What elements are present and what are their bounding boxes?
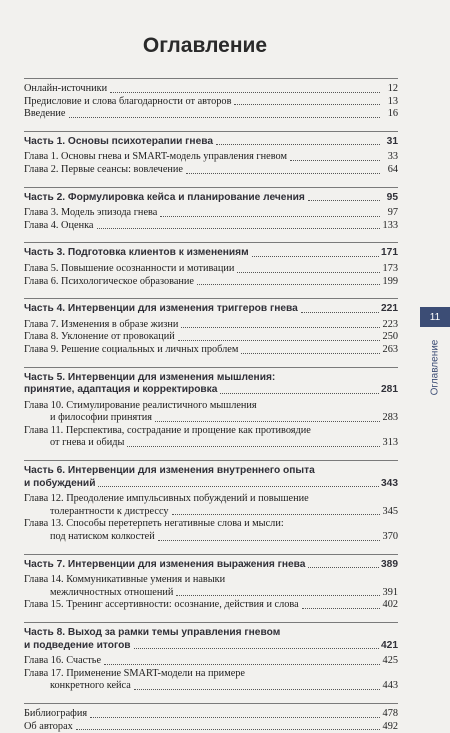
toc-chapter [24, 164, 398, 177]
toc-part-heading [24, 372, 398, 385]
dot-leader [308, 200, 380, 201]
toc-chapter-page: 64 [387, 163, 398, 175]
toc-chapter [24, 680, 398, 693]
toc-part-heading-page: 389 [381, 558, 398, 570]
dot-leader [178, 340, 380, 341]
dot-leader [158, 540, 380, 541]
table-of-contents [24, 78, 398, 733]
toc-part-heading-title: и побуждений [24, 477, 96, 489]
side-section-label: Оглавление [429, 339, 441, 395]
toc-entry-page: 492 [382, 720, 398, 732]
toc-chapter [24, 220, 398, 233]
toc-chapter-title: Глава 12. Преодоление импульсивных побуждений и повышение [24, 493, 309, 505]
toc-entry-title: Об авторах [24, 720, 73, 732]
toc-entry-page: 13 [387, 95, 398, 107]
toc-chapter-page: 425 [382, 655, 398, 667]
toc-chapter-title: Глава 4. Оценка [24, 219, 94, 231]
toc-chapter [24, 437, 398, 450]
side-section-label-wrap [420, 332, 450, 402]
toc-chapter [24, 344, 398, 357]
toc-part-heading-page: 421 [381, 639, 398, 651]
toc-chapter-page: 402 [382, 599, 398, 611]
toc-chapter-page: 391 [382, 586, 398, 598]
toc-part-heading-title: и подведение итогов [24, 639, 131, 651]
front-matter [24, 78, 398, 121]
dot-leader [252, 256, 379, 257]
toc-chapter-page: 173 [382, 262, 398, 274]
toc-chapter [24, 412, 398, 425]
dot-leader [186, 173, 380, 174]
toc-part [24, 187, 398, 233]
toc-chapter [24, 655, 398, 668]
toc-chapter-page: 250 [382, 331, 398, 343]
toc-entry [24, 96, 398, 109]
toc-chapter [24, 319, 398, 332]
toc-chapter-title: Глава 3. Модель эпизода гнева [24, 207, 158, 219]
dot-leader [172, 514, 380, 515]
toc-chapter-page: 345 [382, 505, 398, 517]
toc-part [24, 622, 398, 693]
dot-leader [76, 729, 380, 730]
toc-chapter-title: Глава 7. Изменения в образе жизни [24, 318, 179, 330]
toc-part-heading-title: Часть 1. Основы психотерапии гнева [24, 135, 214, 147]
toc-chapter-title: Глава 2. Первые сеансы: вовлечение [24, 163, 183, 175]
toc-chapter [24, 151, 398, 164]
dot-leader [98, 486, 379, 487]
toc-chapter [24, 400, 398, 413]
toc-chapter-title: и философии принятия [50, 412, 152, 424]
toc-part-heading-title: Часть 4. Интервенции для изменения триггеров гнева [24, 303, 298, 315]
toc-part-heading-page: 221 [381, 303, 398, 315]
page-title: Оглавление [142, 34, 268, 57]
toc-chapter-title: Глава 5. Повышение осознанности и мотивации [24, 262, 235, 274]
toc-chapter-title: толерантности к дистрессу [50, 505, 169, 517]
toc-chapter-page: 443 [382, 680, 398, 692]
dot-leader [90, 717, 380, 718]
toc-chapter-title: от гнева и обиды [50, 437, 125, 449]
toc-chapter-title: Глава 15. Тренинг ассертивности: осознание, действия и слова [24, 599, 299, 611]
toc-chapter-title: Глава 8. Уклонение от провокаций [24, 331, 175, 343]
dot-leader [216, 144, 380, 145]
toc-part-heading [24, 192, 398, 205]
toc-chapter-title: конкретного кейса [50, 680, 131, 692]
toc-chapter-title: межличностных отношений [50, 586, 174, 598]
toc-part [24, 298, 398, 356]
toc-part-heading-page: 343 [381, 477, 398, 489]
toc-entry-title: Предисловие и слова благодарности от авторов [24, 95, 232, 107]
toc-entry-page: 16 [387, 108, 398, 120]
dot-leader [104, 664, 380, 665]
toc-entry [24, 708, 398, 721]
dot-leader [234, 104, 380, 105]
toc-chapter [24, 587, 398, 600]
toc-chapter-title: Глава 6. Психологическое образование [24, 275, 194, 287]
dot-leader [69, 117, 380, 118]
toc-entry [24, 83, 398, 96]
toc-part-heading [24, 384, 398, 397]
toc-part [24, 131, 398, 177]
toc-entry-title: Библиография [24, 707, 88, 719]
toc-chapter-title: Глава 1. Основы гнева и SMART-модель управления гневом [24, 151, 287, 163]
toc-part-heading [24, 478, 398, 491]
toc-chapter-title: Глава 9. Решение социальных и личных проблем [24, 343, 239, 355]
toc-entry-title: Онлайн-источники [24, 83, 108, 94]
dot-leader [197, 284, 380, 285]
toc-part-heading [24, 136, 398, 149]
toc-chapter-page: 97 [387, 207, 398, 219]
toc-chapter [24, 506, 398, 519]
dot-leader [308, 567, 379, 568]
toc-chapter [24, 331, 398, 344]
toc-part [24, 554, 398, 612]
toc-part-heading-title: Часть 2. Формулировка кейса и планирование лечения [24, 191, 305, 203]
toc-part-heading-title: принятие, адаптация и корректировка [24, 384, 218, 396]
toc-part-heading-page: 95 [386, 191, 398, 203]
toc-part [24, 242, 398, 288]
toc-part-heading-title: Часть 3. Подготовка клиентов к изменениям [24, 247, 249, 259]
dot-leader [241, 353, 380, 354]
toc-part-heading [24, 559, 398, 572]
toc-chapter [24, 493, 398, 506]
toc-part [24, 460, 398, 544]
toc-chapter-page: 133 [382, 219, 398, 231]
dot-leader [237, 272, 380, 273]
toc-chapter-page: 313 [382, 437, 398, 449]
toc-chapter-page: 283 [382, 412, 398, 424]
toc-chapter-page: 223 [382, 318, 398, 330]
toc-chapter-page: 199 [382, 275, 398, 287]
toc-chapter [24, 276, 398, 289]
toc-part-heading-page: 281 [381, 384, 398, 396]
toc-chapter-title: Глава 17. Применение SMART-модели на примере [24, 667, 245, 679]
toc-chapter-title: Глава 16. Счастье [24, 655, 102, 667]
dot-leader [181, 327, 380, 328]
toc-entry-page: 12 [387, 83, 398, 94]
dot-leader [134, 648, 379, 649]
dot-leader [155, 421, 380, 422]
toc-part [24, 367, 398, 451]
toc-part-heading-title: Часть 5. Интервенции для изменения мышления: [24, 371, 276, 383]
toc-entry [24, 108, 398, 121]
toc-part-heading [24, 465, 398, 478]
toc-chapter-title: Глава 11. Перспектива, сострадание и прощение как противоядие [24, 424, 311, 436]
toc-part-heading-page: 171 [381, 247, 398, 259]
toc-chapter [24, 574, 398, 587]
toc-chapter [24, 531, 398, 544]
dot-leader [127, 446, 380, 447]
toc-chapter-page: 263 [382, 343, 398, 355]
toc-chapter [24, 207, 398, 220]
toc-part-heading [24, 247, 398, 260]
side-page-number: 11 [420, 307, 450, 327]
dot-leader [176, 595, 380, 596]
toc-entry-title: Введение [24, 108, 66, 120]
toc-part-heading-title: Часть 7. Интервенции для изменения выражения гнева [24, 558, 306, 570]
toc-chapter-title: Глава 10. Стимулирование реалистичного мышления [24, 399, 257, 411]
back-matter [24, 703, 398, 733]
toc-entry [24, 721, 398, 733]
dot-leader [220, 393, 379, 394]
toc-chapter-page: 33 [387, 151, 398, 163]
dot-leader [302, 608, 380, 609]
toc-chapter [24, 599, 398, 612]
toc-part-heading [24, 640, 398, 653]
toc-chapter-title: под натиском колкостей [50, 531, 155, 543]
toc-part-heading [24, 627, 398, 640]
dot-leader [97, 228, 381, 229]
toc-part-heading [24, 303, 398, 316]
toc-entry-page: 478 [382, 707, 398, 719]
toc-chapter-page: 370 [382, 531, 398, 543]
toc-chapter-title: Глава 13. Способы перетерпеть негативные слова и мысли: [24, 518, 284, 530]
toc-chapter [24, 518, 398, 531]
toc-chapter [24, 668, 398, 681]
dot-leader [110, 92, 380, 93]
toc-part-heading-title: Часть 6. Интервенции для изменения внутреннего опыта [24, 465, 315, 477]
toc-chapter-title: Глава 14. Коммуникативные умения и навыки [24, 574, 226, 586]
toc-part-heading-page: 31 [386, 135, 398, 147]
toc-part-heading-title: Часть 8. Выход за рамки темы управления гневом [24, 627, 281, 638]
dot-leader [290, 160, 380, 161]
dot-leader [160, 216, 380, 217]
dot-leader [301, 312, 379, 313]
toc-chapter [24, 425, 398, 438]
dot-leader [134, 689, 380, 690]
toc-chapter [24, 263, 398, 276]
